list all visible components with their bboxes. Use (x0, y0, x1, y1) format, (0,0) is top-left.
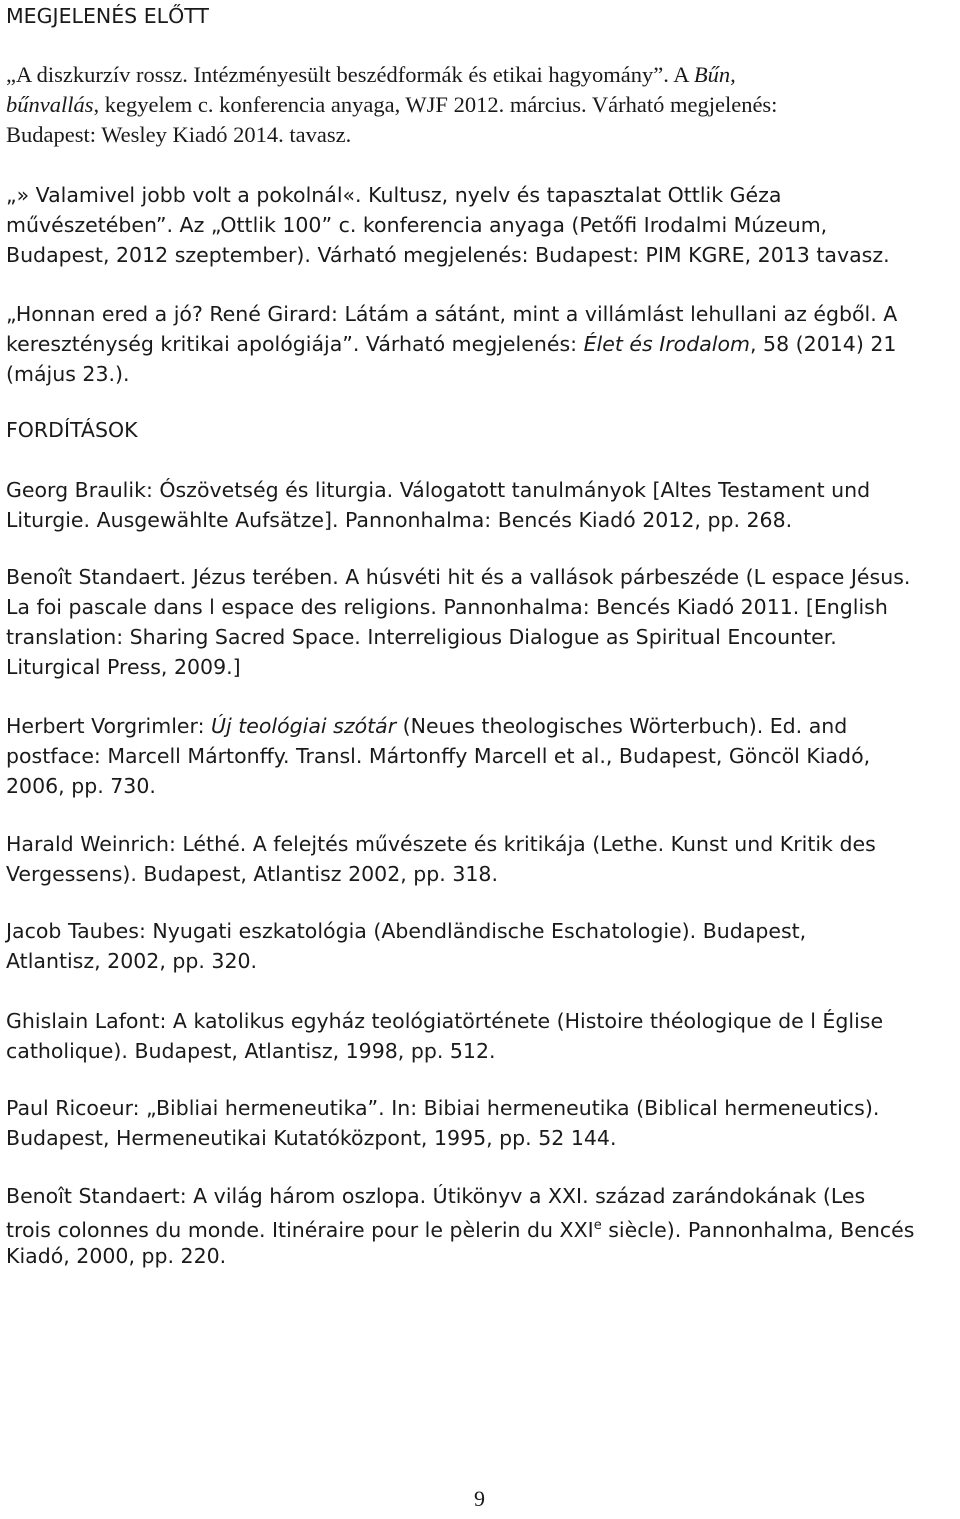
entry-line: Georg Braulik: Ószövetség és liturgia. Válogatott tanulmányok [Altes Testament und (6, 478, 871, 502)
entry-line: kereszténység kritikai apológiája”. Várható megjelenés: Élet és Irodalom, 58 (2014) 21 (6, 332, 897, 356)
entry-line: 2006, pp. 730. (6, 774, 156, 798)
entry-line: Jacob Taubes: Nyugati eszkatológia (Abendländische Eschatologie). Budapest, (6, 919, 807, 943)
entry-line: Budapest, Hermeneutikai Kutatóközpont, 1995, pp. 52 144. (6, 1126, 617, 1150)
entry-line: trois colonnes du monde. Itinéraire pour le pèlerin du XXIe siècle). Pannonhalma, Bencés (6, 1217, 915, 1242)
entry-line: (május 23.). (6, 362, 130, 386)
entry-line: Vergessens). Budapest, Atlantisz 2002, pp. 318. (6, 862, 498, 886)
entry-line: Benoît Standaert. Jézus terében. A húsvéti hit és a vallások párbeszéde (L espace Jésus. (6, 565, 911, 589)
entry-line: Kiadó, 2000, pp. 220. (6, 1244, 227, 1268)
entry-line: Liturgie. Ausgewählte Aufsätze]. Pannonhalma: Bencés Kiadó 2012, pp. 268. (6, 508, 793, 532)
entry-line: művészetében”. Az „Ottlik 100” c. konferencia anyaga (Petőfi Irodalmi Múzeum, (6, 213, 828, 237)
entry-line: Ghislain Lafont: A katolikus egyház teológiatörténete (Histoire théologique de l Église (6, 1009, 884, 1033)
entry-line: Paul Ricoeur: „Bibliai hermeneutika”. In: Bibiai hermeneutika (Biblical hermeneutics). (6, 1096, 880, 1120)
book-title: Új teológiai szótár (211, 714, 397, 738)
entry-line: Benoît Standaert: A világ három oszlopa. Útikönyv a XXI. század zarándokának (Les (6, 1184, 866, 1208)
entry-line: Liturgical Press, 2009.] (6, 655, 241, 679)
entry-line: Budapest, 2012 szeptember). Várható megjelenés: Budapest: PIM KGRE, 2013 tavasz. (6, 243, 890, 267)
entry-line: Budapest: Wesley Kiadó 2014. tavasz. (6, 122, 352, 147)
entry-line: Herbert Vorgrimler: Új teológiai szótár (Neues theologisches Wörterbuch). Ed. and (6, 714, 848, 738)
entry-line: „Honnan ered a jó? René Girard: Látám a sátánt, mint a villámlást lehullani az égből. A (6, 302, 898, 326)
entry-line: Harald Weinrich: Léthé. A felejtés művészete és kritikája (Lethe. Kunst und Kritik des (6, 832, 876, 856)
entry-line: Atlantisz, 2002, pp. 320. (6, 949, 258, 973)
journal-title: Élet és Irodalom (583, 332, 751, 356)
section-heading-translations: FORDÍTÁSOK (6, 418, 138, 442)
entry-line: postface: Marcell Mártonffy. Transl. Mártonffy Marcell et al., Budapest, Göncöl Kiadó, (6, 744, 871, 768)
page-number: 9 (474, 1486, 485, 1511)
entry-line: bűnvallás, kegyelem c. konferencia anyaga, WJF 2012. március. Várható megjelenés: (6, 92, 778, 117)
entry-line: La foi pascale dans l espace des religions. Pannonhalma: Bencés Kiadó 2011. [English (6, 595, 888, 619)
section-heading-forthcoming: MEGJELENÉS ELŐTT (6, 4, 209, 28)
entry-line: „A diszkurzív rossz. Intézményesült beszédformák és etikai hagyomány”. A Bűn, (6, 62, 736, 87)
entry-line: catholique). Budapest, Atlantisz, 1998, pp. 512. (6, 1039, 496, 1063)
entry-line: „» Valamivel jobb volt a pokolnál«. Kultusz, nyelv és tapasztalat Ottlik Géza (6, 183, 782, 207)
entry-line: translation: Sharing Sacred Space. Interreligious Dialogue as Spiritual Encounter. (6, 625, 837, 649)
